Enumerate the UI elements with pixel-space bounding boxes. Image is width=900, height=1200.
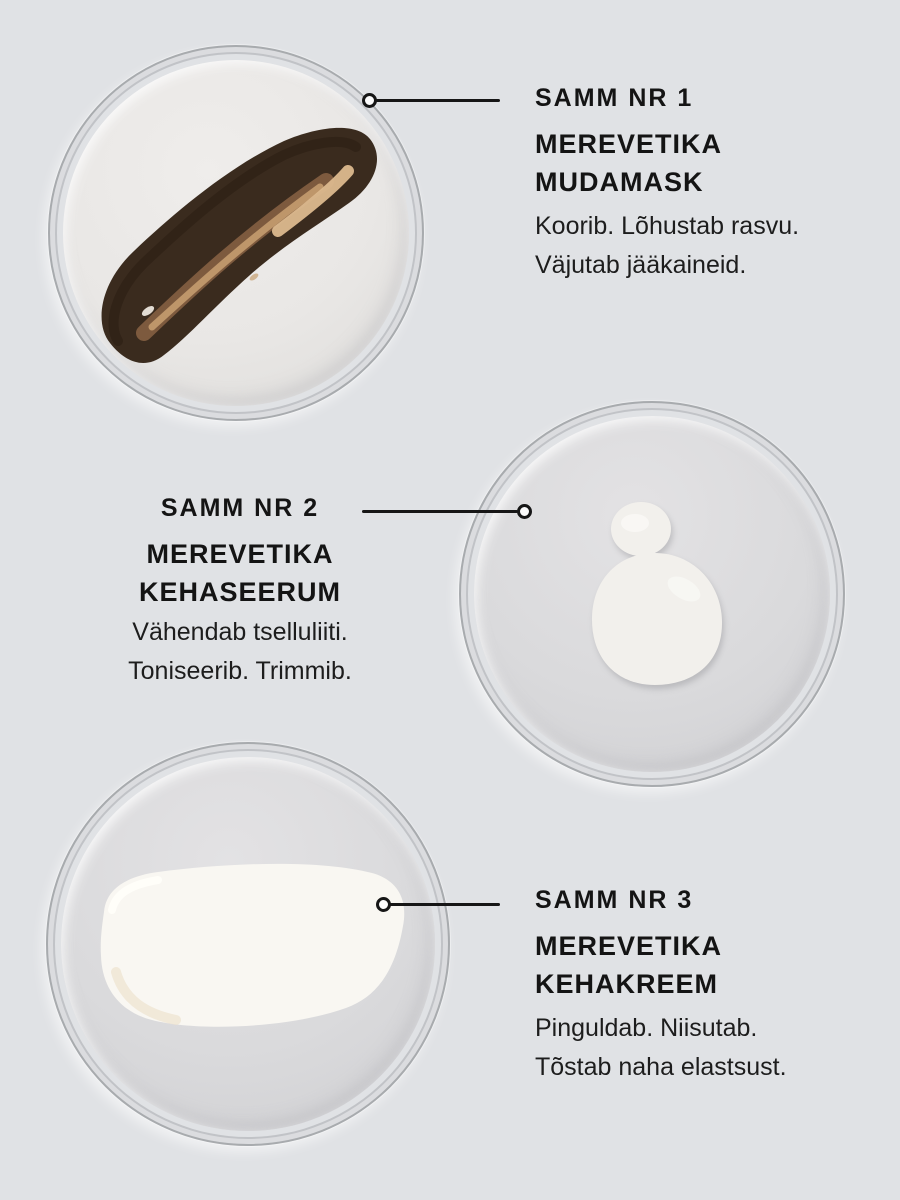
serum-drops-graphic <box>459 401 845 787</box>
step-3-product-line-2: KEHAKREEM <box>535 969 719 999</box>
step-1-description <box>535 207 875 285</box>
step-2-product-name <box>58 535 422 611</box>
step-2-label: SAMM NR 2 <box>160 494 320 522</box>
step-3-description <box>535 1009 875 1087</box>
step-2-annotation <box>58 494 422 691</box>
step-1-annotation <box>535 84 875 285</box>
callout-line-step-3 <box>389 903 500 906</box>
step-3-product-line-1: MEREVETIKA <box>535 931 723 961</box>
step-2-description <box>58 613 422 691</box>
petri-dish-step-3 <box>46 742 450 1146</box>
cream-smear-graphic <box>46 742 450 1146</box>
step-1-label: SAMM NR 1 <box>535 84 694 112</box>
step-2-product-line-1: MEREVETIKA <box>146 539 334 569</box>
step-1-desc-line-2: Väjutab jääkaineid. <box>535 251 747 279</box>
step-2-desc-line-1: Vähendab tselluliiti. <box>132 618 348 646</box>
step-2-product-line-2: KEHASEERUM <box>138 577 342 607</box>
callout-line-step-1 <box>375 99 500 102</box>
step-3-desc-line-2: Tõstab naha elastsust. <box>535 1053 787 1081</box>
step-2-desc-line-2: Toniseerib. Trimmib. <box>128 657 352 685</box>
step-3-product-name <box>535 927 875 1003</box>
step-3-annotation <box>535 886 875 1087</box>
step-1-desc-line-1: Koorib. Lõhustab rasvu. <box>535 212 800 240</box>
step-3-desc-line-1: Pinguldab. Niisutab. <box>535 1014 758 1042</box>
step-3-label: SAMM NR 3 <box>535 886 694 914</box>
step-1-product-line-1: MEREVETIKA <box>535 129 723 159</box>
step-1-product-name <box>535 125 875 201</box>
callout-dot-step-2 <box>517 504 532 519</box>
step-1-product-line-2: MUDAMASK <box>535 167 704 197</box>
petri-dish-step-2 <box>459 401 845 787</box>
